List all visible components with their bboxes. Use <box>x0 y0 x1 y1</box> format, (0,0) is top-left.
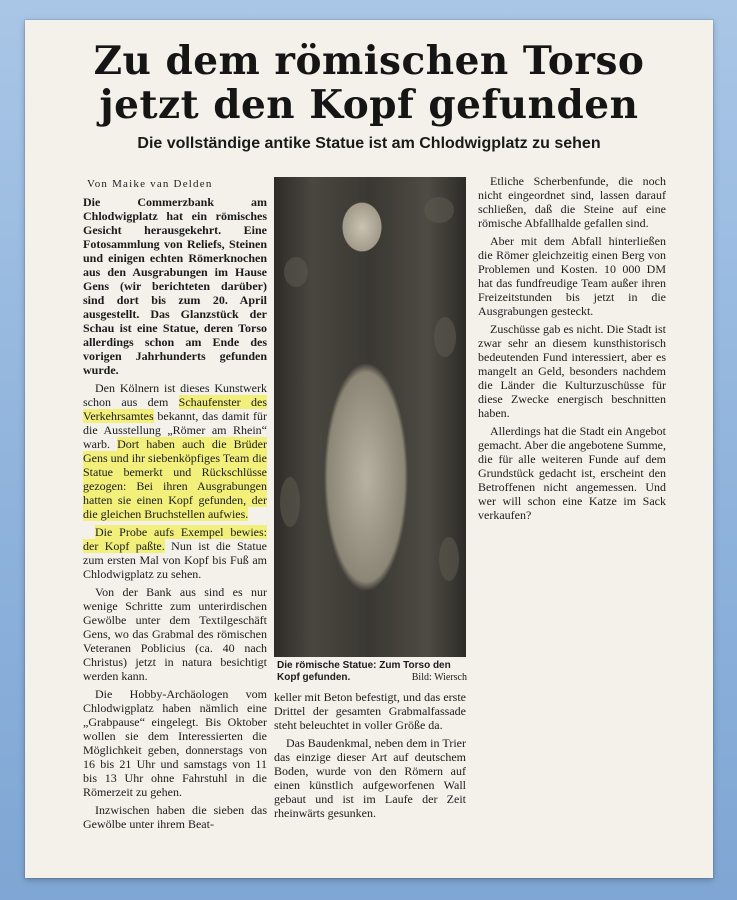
subheadline: Die vollständige antike Statue ist am Chlodwigplatz zu sehen <box>137 135 601 152</box>
highlighted-text: Dort haben auch die Brüder Gens und ihr siebenköpfiges Team die Statue bemerkt und Rückschlüsse gezogen: Bei ihren Ausgrabungen hatten sie einen Kopf gefunden, der die gleichen Bruchstellen aufwies. <box>83 437 267 521</box>
paragraph-3 <box>83 525 267 581</box>
paragraph-monument: Das Baudenkmal, neben dem in Trier das einzige dieser Art auf deutschem Boden, wurde von den Römern auf einen künstlich aufgeworfenen Wall gebaut und ist im Laufe der Zeit rheinwärts gesunken. <box>274 736 466 820</box>
text-segment: bekannt, das damit für die Ausstellung „Römer am Rhein“ warb. <box>83 409 267 451</box>
highlighted-text: Die Probe aufs Exempel bewies: der Kopf paßte. <box>83 525 267 553</box>
lead-paragraph: Die Commerzbank am Chlodwigplatz hat ein römisches Gesicht herausgekehrt. Eine Fotosammlung von Reliefs, Steinen und einigen echten Römerknochen aus den Ausgrabungen im Hause Gens (wir berichteten darüber) sind dort bis zum 20. April ausgestellt. Das Glanzstück der Schau ist eine Statue, deren Torso allerdings schon am Ende des vorigen Jahrhunderts gefunden wurde. <box>83 195 267 377</box>
newspaper-clipping <box>25 20 713 878</box>
statue-photo <box>274 177 466 657</box>
paragraph-costs: Aber mit dem Abfall hinterließen die Römer gleichzeitig einen Berg von Problemen und Kosten. 10 000 DM hat das fundfreudige Team außer ihren Freizeitstunden bis jetzt in die Ausgrabungen gesteckt. <box>478 234 666 318</box>
paragraph-finds: Etliche Scherbenfunde, die noch nicht eingeordnet sind, lassen darauf schließen, daß die Steine auf eine römische Abfallhalde gefallen sind. <box>478 174 666 230</box>
text-segment: Den Kölnern ist dieses Kunstwerk schon aus dem <box>83 381 267 409</box>
paragraph-subsidies: Zuschüsse gab es nicht. Die Stadt ist zwar sehr an diesem kunsthistorisch bedeutenden Fund interessiert, aber es mangelt an Geld, besonders nachdem die Länder die Kulturzuschüsse für diese Zwecke energisch beschnitten haben. <box>478 322 666 420</box>
paragraph-5: Die Hobby-Archäologen vom Chlodwigplatz haben nämlich eine „Grabpause“ eingelegt. Bis Oktober wollen sie dem Interessierten die Möglichkeit geben, donnerstags von 16 bis 21 Uhr und samstags von 11 bis 13 Uhr ohne Fahrstuhl in die Römerzeit zu gehen. <box>83 687 267 799</box>
photo-credit: Bild: Wiersch <box>411 672 467 683</box>
photo-caption <box>277 660 467 684</box>
paragraph-2 <box>83 381 267 521</box>
paragraph-4: Von der Bank aus sind es nur wenige Schritte zum unterirdischen Gewölbe unter dem Textilgeschäft Gens, wo das Grabmal des römischen Veteranen Poblicius (ca. 40 nach Christus) jetzt in natura besichtigt werden kann. <box>83 585 267 683</box>
byline: Von Maike van Delden <box>87 178 213 190</box>
text-segment: Nun ist die Statue zum ersten Mal von Kopf bis Fuß am Chlodwigplatz zu sehen. <box>83 539 267 581</box>
caption-text: Die römische Statue: Zum Torso den Kopf gefunden. <box>277 660 451 683</box>
headline-line-1: Zu dem römischen Torso <box>93 38 645 84</box>
paragraph-6: Inzwischen haben die sieben das Gewölbe unter ihrem Beat- <box>83 803 267 831</box>
headline-line-2: jetzt den Kopf gefunden <box>99 82 639 128</box>
column-1 <box>83 177 267 835</box>
highlighted-text: Schaufenster des Verkehrsamtes <box>83 395 267 423</box>
paragraph-offer: Allerdings hat die Stadt ein Angebot gemacht. Aber die angebotene Summe, die für alle weiteren Funde auf dem Grundstück gedacht ist, erscheint den Betroffenen nicht angemessen. Und wer will schon eine Katze im Sack verkaufen? <box>478 424 666 522</box>
column-2 <box>274 690 466 824</box>
paragraph-continued: keller mit Beton befestigt, und das erste Drittel der gesamten Grabmalfassade steht beleuchtet in voller Größe da. <box>274 690 466 732</box>
column-3 <box>478 174 666 526</box>
